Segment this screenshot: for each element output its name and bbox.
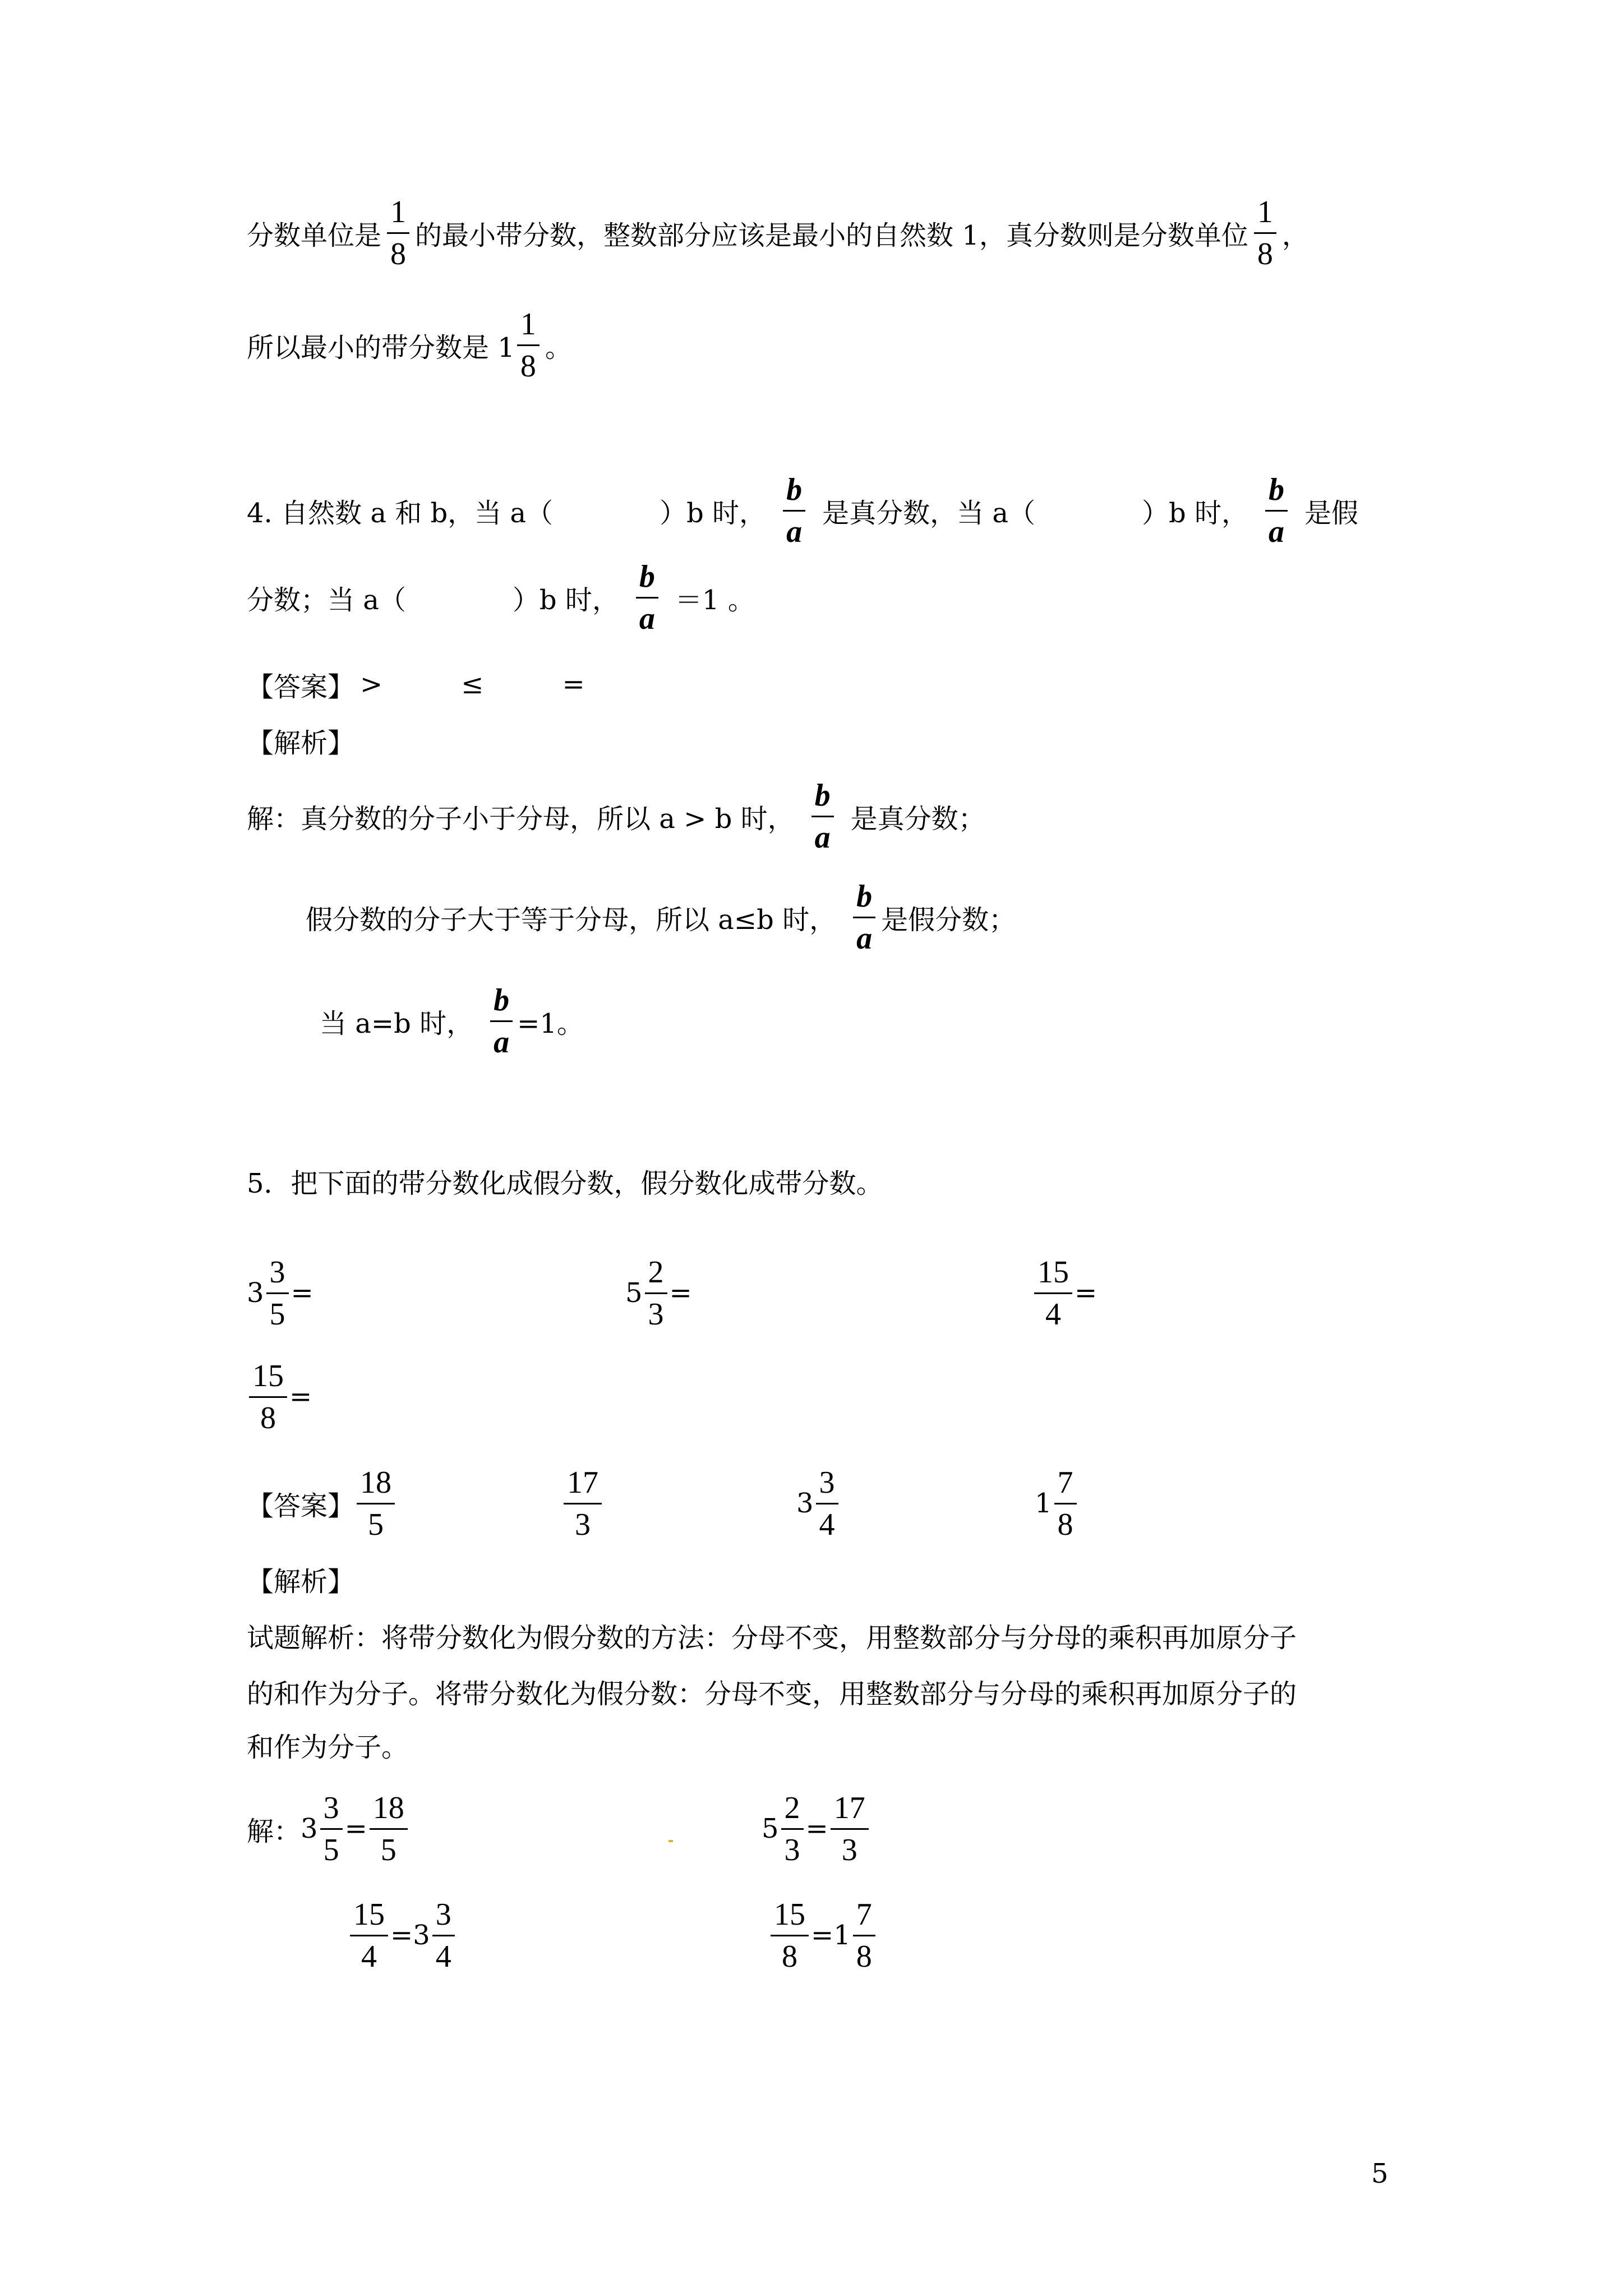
q5-problem-2 bbox=[625, 1254, 692, 1332]
denominator: 4 bbox=[819, 1507, 835, 1542]
text: 是假 bbox=[1304, 497, 1358, 529]
fraction-bar bbox=[645, 1292, 667, 1294]
fraction-bar bbox=[387, 232, 409, 234]
analysis-label: 【解析】 bbox=[247, 727, 355, 759]
fraction bbox=[249, 1360, 287, 1434]
numerator: 18 bbox=[360, 1465, 392, 1500]
denominator: 5 bbox=[380, 1832, 396, 1867]
equals: = bbox=[1075, 1277, 1098, 1309]
equals-whole: =3 bbox=[390, 1920, 430, 1951]
q5-explain-1 bbox=[247, 1616, 1297, 1655]
numerator: 3 bbox=[819, 1465, 835, 1500]
fraction-b-over-a bbox=[811, 777, 834, 855]
numerator: 15 bbox=[252, 1358, 284, 1393]
q4-analysis-label bbox=[247, 721, 354, 760]
whole: 5 bbox=[625, 1277, 643, 1309]
denominator: 4 bbox=[435, 1939, 451, 1974]
denominator: 8 bbox=[260, 1400, 276, 1435]
fraction-b-over-a bbox=[853, 878, 875, 956]
fraction bbox=[1034, 1254, 1072, 1332]
q5-explain-3 bbox=[247, 1725, 408, 1764]
text: ＝1 。 bbox=[675, 584, 755, 616]
numerator: 2 bbox=[648, 1254, 664, 1290]
denominator: 5 bbox=[323, 1832, 339, 1867]
text: 是真分数； bbox=[850, 803, 985, 835]
whole: 3 bbox=[301, 1813, 318, 1844]
equals: = bbox=[289, 1381, 312, 1412]
q5-problem-4 bbox=[247, 1360, 312, 1433]
denominator: a bbox=[1268, 514, 1284, 549]
denominator: 3 bbox=[784, 1832, 800, 1867]
answer-label: 【答案】 bbox=[247, 1490, 355, 1522]
denominator: 8 bbox=[1257, 236, 1273, 272]
q5-explain-2 bbox=[247, 1672, 1297, 1711]
denominator: 4 bbox=[1045, 1296, 1061, 1332]
text: ）b 时， bbox=[660, 497, 767, 529]
denominator: a bbox=[639, 601, 655, 636]
numerator: 3 bbox=[269, 1254, 285, 1290]
denominator: 8 bbox=[856, 1939, 872, 1974]
denominator: 8 bbox=[782, 1939, 797, 1974]
numerator: b bbox=[1268, 472, 1284, 507]
equals: = bbox=[344, 1813, 367, 1844]
q5-solution-1 bbox=[247, 1792, 410, 1865]
fraction-bar bbox=[636, 597, 658, 599]
denominator: 8 bbox=[1057, 1507, 1073, 1542]
fraction-bar bbox=[1265, 510, 1288, 512]
denominator: 4 bbox=[361, 1939, 377, 1974]
fraction bbox=[350, 1899, 388, 1972]
text: 当 a=b 时， bbox=[320, 1007, 474, 1039]
text: 所以最小的带分数是 1 bbox=[247, 332, 515, 364]
q4-solution-2 bbox=[306, 878, 1016, 956]
numerator: 1 bbox=[390, 194, 407, 229]
fraction-bar bbox=[1054, 1503, 1077, 1504]
fraction-bar bbox=[831, 1828, 869, 1830]
equals: = bbox=[291, 1277, 313, 1309]
text: ， bbox=[1281, 219, 1309, 251]
q5-answer-3 bbox=[796, 1467, 841, 1540]
q5-solution-4 bbox=[768, 1899, 878, 1972]
whole: 1 bbox=[1035, 1488, 1052, 1519]
q5-title bbox=[247, 1161, 883, 1200]
text: 是真分数，当 a（ bbox=[822, 497, 1035, 529]
numerator: 2 bbox=[784, 1790, 800, 1825]
page-number-text: 5 bbox=[1371, 2158, 1389, 2189]
numerator: 17 bbox=[567, 1465, 598, 1500]
fraction-bar bbox=[564, 1503, 602, 1504]
text: 假分数的分子大于等于分母，所以 a≤b 时， bbox=[306, 904, 837, 936]
fraction-bar bbox=[1034, 1292, 1072, 1294]
fraction-b-over-a bbox=[1265, 474, 1288, 547]
answer-fraction-4 bbox=[1054, 1467, 1077, 1540]
q4-solution-1 bbox=[247, 777, 985, 855]
equals-whole: =1 bbox=[811, 1920, 851, 1951]
fraction-bar bbox=[771, 1935, 809, 1936]
p3-line-2 bbox=[247, 306, 572, 384]
q5-solution-2 bbox=[762, 1792, 871, 1865]
numerator: 15 bbox=[774, 1897, 805, 1932]
fraction-bar bbox=[266, 1292, 289, 1294]
text: 解：真分数的分子小于分母，所以 a > b 时， bbox=[247, 803, 795, 835]
denominator: 3 bbox=[575, 1507, 591, 1542]
answer-label: 【答案】 bbox=[247, 671, 355, 703]
fraction bbox=[266, 1254, 289, 1332]
numerator: b bbox=[494, 982, 510, 1018]
fraction bbox=[320, 1792, 343, 1866]
fraction-b-over-a bbox=[636, 561, 658, 634]
equals: = bbox=[805, 1813, 828, 1844]
equals: = bbox=[669, 1277, 692, 1309]
numerator: b bbox=[639, 559, 655, 594]
q4-line-2 bbox=[247, 561, 755, 634]
q4-solution-3 bbox=[320, 982, 584, 1060]
text: 的最小带分数，整数部分应该是最小的自然数 1，真分数则是分数单位 bbox=[415, 219, 1248, 251]
fraction-bar bbox=[1254, 232, 1276, 234]
text: 的和作为分子。将带分数化为假分数：分母不变，用整数部分与分母的乘积再加原分子的 bbox=[247, 1678, 1297, 1710]
text: 是假分数； bbox=[881, 904, 1016, 936]
numerator: 1 bbox=[1257, 194, 1273, 229]
denominator: a bbox=[786, 514, 803, 549]
denominator: a bbox=[856, 921, 873, 956]
numerator: 18 bbox=[372, 1790, 404, 1825]
text: 4. 自然数 a 和 b，当 a（ bbox=[247, 497, 554, 529]
fraction-bar bbox=[783, 510, 805, 512]
denominator: a bbox=[814, 820, 831, 855]
whole: 5 bbox=[762, 1813, 779, 1844]
fraction-bar bbox=[370, 1828, 408, 1830]
answer-value: > bbox=[360, 669, 383, 700]
fraction-bar bbox=[853, 1935, 875, 1936]
q5-answer-4 bbox=[1035, 1467, 1079, 1540]
fraction bbox=[831, 1792, 869, 1866]
fraction bbox=[370, 1792, 408, 1866]
q5-answer-2 bbox=[564, 1467, 602, 1540]
denominator: 8 bbox=[520, 348, 536, 384]
numerator: b bbox=[856, 878, 873, 914]
fraction-bar bbox=[490, 1020, 513, 1022]
fraction-bar bbox=[781, 1828, 804, 1830]
q5-answer bbox=[247, 1467, 397, 1540]
numerator: 7 bbox=[1057, 1465, 1073, 1500]
answer-fraction-3 bbox=[816, 1467, 838, 1540]
denominator: 3 bbox=[841, 1832, 857, 1867]
numerator: 3 bbox=[435, 1897, 451, 1932]
text: 分数；当 a（ bbox=[247, 584, 406, 616]
q5-solution-3 bbox=[348, 1899, 457, 1972]
fraction-bar bbox=[811, 816, 834, 817]
p3-line-1 bbox=[247, 194, 1309, 272]
fraction-1-8 bbox=[1254, 196, 1276, 270]
fraction-bar bbox=[320, 1828, 343, 1830]
numerator: 15 bbox=[353, 1897, 385, 1932]
fraction bbox=[645, 1254, 667, 1332]
text: ）b 时， bbox=[1141, 497, 1248, 529]
numerator: 17 bbox=[833, 1790, 865, 1825]
text: 试题解析：将带分数化为假分数的方法：分母不变，用整数部分与分母的乘积再加原分子 bbox=[247, 1622, 1297, 1654]
denominator: 5 bbox=[368, 1507, 384, 1542]
q4-answer bbox=[247, 665, 585, 704]
fraction bbox=[432, 1899, 455, 1972]
whole: 3 bbox=[796, 1488, 814, 1519]
fraction-b-over-a bbox=[783, 474, 805, 547]
fraction bbox=[781, 1792, 804, 1866]
numerator: 15 bbox=[1038, 1254, 1069, 1290]
page-number bbox=[1371, 2154, 1389, 2193]
q4-line-1 bbox=[247, 474, 1358, 547]
fraction-bar bbox=[816, 1503, 838, 1504]
fraction bbox=[771, 1899, 809, 1972]
text: =1。 bbox=[517, 1007, 584, 1039]
stray-mark bbox=[668, 1840, 673, 1842]
fraction-1-8 bbox=[387, 196, 409, 270]
denominator: 3 bbox=[648, 1296, 664, 1332]
fraction bbox=[853, 1899, 875, 1972]
text: 分数单位是 bbox=[247, 219, 382, 251]
q5-analysis-label bbox=[247, 1559, 354, 1599]
q5-problem-1 bbox=[247, 1254, 313, 1332]
whole: 3 bbox=[247, 1277, 264, 1309]
fraction-bar bbox=[853, 917, 875, 918]
text: ）b 时， bbox=[512, 584, 619, 616]
text: 和作为分子。 bbox=[247, 1731, 409, 1763]
fraction-b-over-a bbox=[490, 984, 513, 1058]
fraction-bar bbox=[357, 1503, 395, 1504]
denominator: 5 bbox=[269, 1296, 285, 1332]
analysis-label: 【解析】 bbox=[247, 1566, 355, 1598]
numerator: 3 bbox=[323, 1790, 339, 1825]
numerator: 7 bbox=[856, 1897, 872, 1932]
q5-problem-3 bbox=[1032, 1254, 1098, 1332]
numerator: 1 bbox=[520, 306, 536, 342]
numerator: b bbox=[786, 472, 803, 507]
answer-fraction-2 bbox=[564, 1467, 602, 1540]
numerator: b bbox=[814, 777, 831, 813]
text: 。 bbox=[545, 332, 572, 364]
fraction-bar bbox=[249, 1396, 287, 1398]
question-title: 5．把下面的带分数化成假分数，假分数化成带分数。 bbox=[247, 1167, 883, 1199]
fraction-bar bbox=[517, 344, 540, 346]
answer-value: ≤ bbox=[461, 669, 484, 700]
denominator: a bbox=[494, 1024, 510, 1060]
denominator: 8 bbox=[390, 236, 407, 272]
solution-label: 解： bbox=[247, 1815, 301, 1847]
fraction-bar bbox=[432, 1935, 455, 1936]
fraction-bar bbox=[350, 1935, 388, 1936]
answer-value: = bbox=[562, 669, 585, 700]
fraction-1-8 bbox=[517, 306, 540, 384]
answer-fraction-1 bbox=[357, 1467, 395, 1540]
